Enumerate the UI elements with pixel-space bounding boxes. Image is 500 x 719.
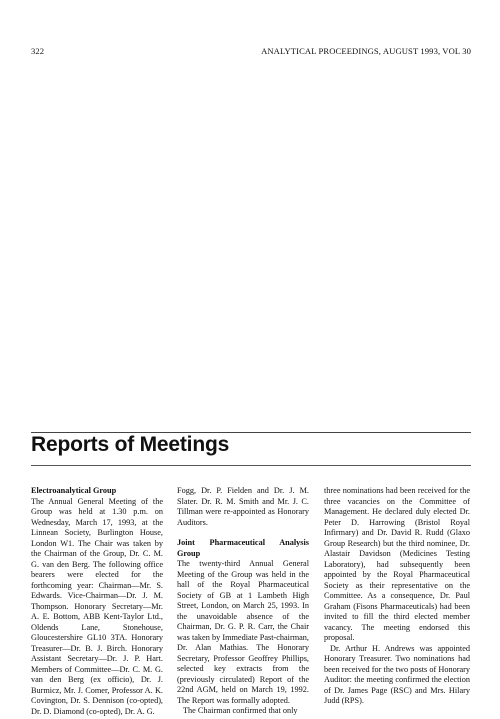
paragraph: Fogg, Dr. P. Fielden and Dr. J. M. Slater. Dr. R. M. Smith and Mr. J. C. Tillman were re-appointed as Honorary Auditors. bbox=[177, 486, 309, 527]
section-rule-bottom bbox=[31, 465, 471, 466]
section-title: Reports of Meetings bbox=[31, 433, 230, 456]
text-column-3 bbox=[324, 486, 470, 707]
text-column-2 bbox=[177, 486, 309, 717]
paragraph: three nominations had been received for the three vacancies on the Committee of Management. He declared duly elected Dr. Peter D. Harrowing (Bristol Royal Infirmary) and Dr. David R. Rudd (Glaxo Group Research) but the third nominee, Dr. Alastair Davidson (Medicines Testing Laboratory), had subsequently been appointed by the Royal Pharmaceutical Society as their representative on the Committee. As a consequence, Dr. Paul Graham (Fisons Pharmaceuticals) had been invited to fill the third elected member vacancy. The meeting endorsed this proposal. bbox=[324, 486, 470, 642]
subsection-heading: Joint Pharmaceutical Analysis Group bbox=[177, 538, 309, 558]
paragraph: Dr. Arthur H. Andrews was appointed Honorary Treasurer. Two nominations had been received for the two posts of Honorary Auditor: the meeting confirmed the election of Dr. James Page (RSC) and Mrs. Hilary Judd (RPS). bbox=[324, 643, 470, 705]
text-column-1 bbox=[31, 486, 163, 717]
paragraph: The Annual General Meeting of the Group was held at 1.30 p.m. on Wednesday, March 17, 1993, at the Linnean Society, Burlington House, London W1. The Chair was taken by the Chairman of the Group, Dr. C. M. G. van den Berg. The following office bearers were elected for the forthcoming year: Chairman—Mr. S. Edwards. Vice-Chairman—Dr. J. M. Thompson. Honorary Secretary—Mr. A. E. Bottom, ABB Kent-Taylor Ltd., Oldends Lane, Stonehouse, Gloucestershire GL10 3TA. Honorary Treasurer—Dr. B. J. Birch. Honorary Assistant Secretary—Dr. J. P. Hart. Members of Committee—Dr. C. M. G. van den Berg (ex officio), Dr. J. Burmicz, Mr. J. Comer, Professor A. K. Covington, Dr. S. Dennison (co-opted), Dr. D. Diamond (co-opted), Dr. A. G. bbox=[31, 496, 163, 716]
page-number: 322 bbox=[31, 46, 45, 56]
paragraph: The Chairman confirmed that only bbox=[183, 706, 298, 715]
running-header: ANALYTICAL PROCEEDINGS, AUGUST 1993, VOL 30 bbox=[261, 46, 471, 56]
subsection-heading: Electroanalytical Group bbox=[31, 486, 117, 495]
paragraph: The twenty-third Annual General Meeting of the Group was held in the hall of the Royal Pharmaceutical Society of GB at 1 Lambeth High Street, London, on March 25, 1993. In the unavoidable absence of the Chairman, Dr. G. P. R. Carr, the Chair was taken by Immediate Past-chairman, Dr. Alan Mathias. The Honorary Secretary, Professor Geoffrey Phillips, selected key extracts from the (previously circulated) Report of the 22nd AGM, held on March 19, 1992. The Report was formally adopted. bbox=[177, 559, 309, 705]
